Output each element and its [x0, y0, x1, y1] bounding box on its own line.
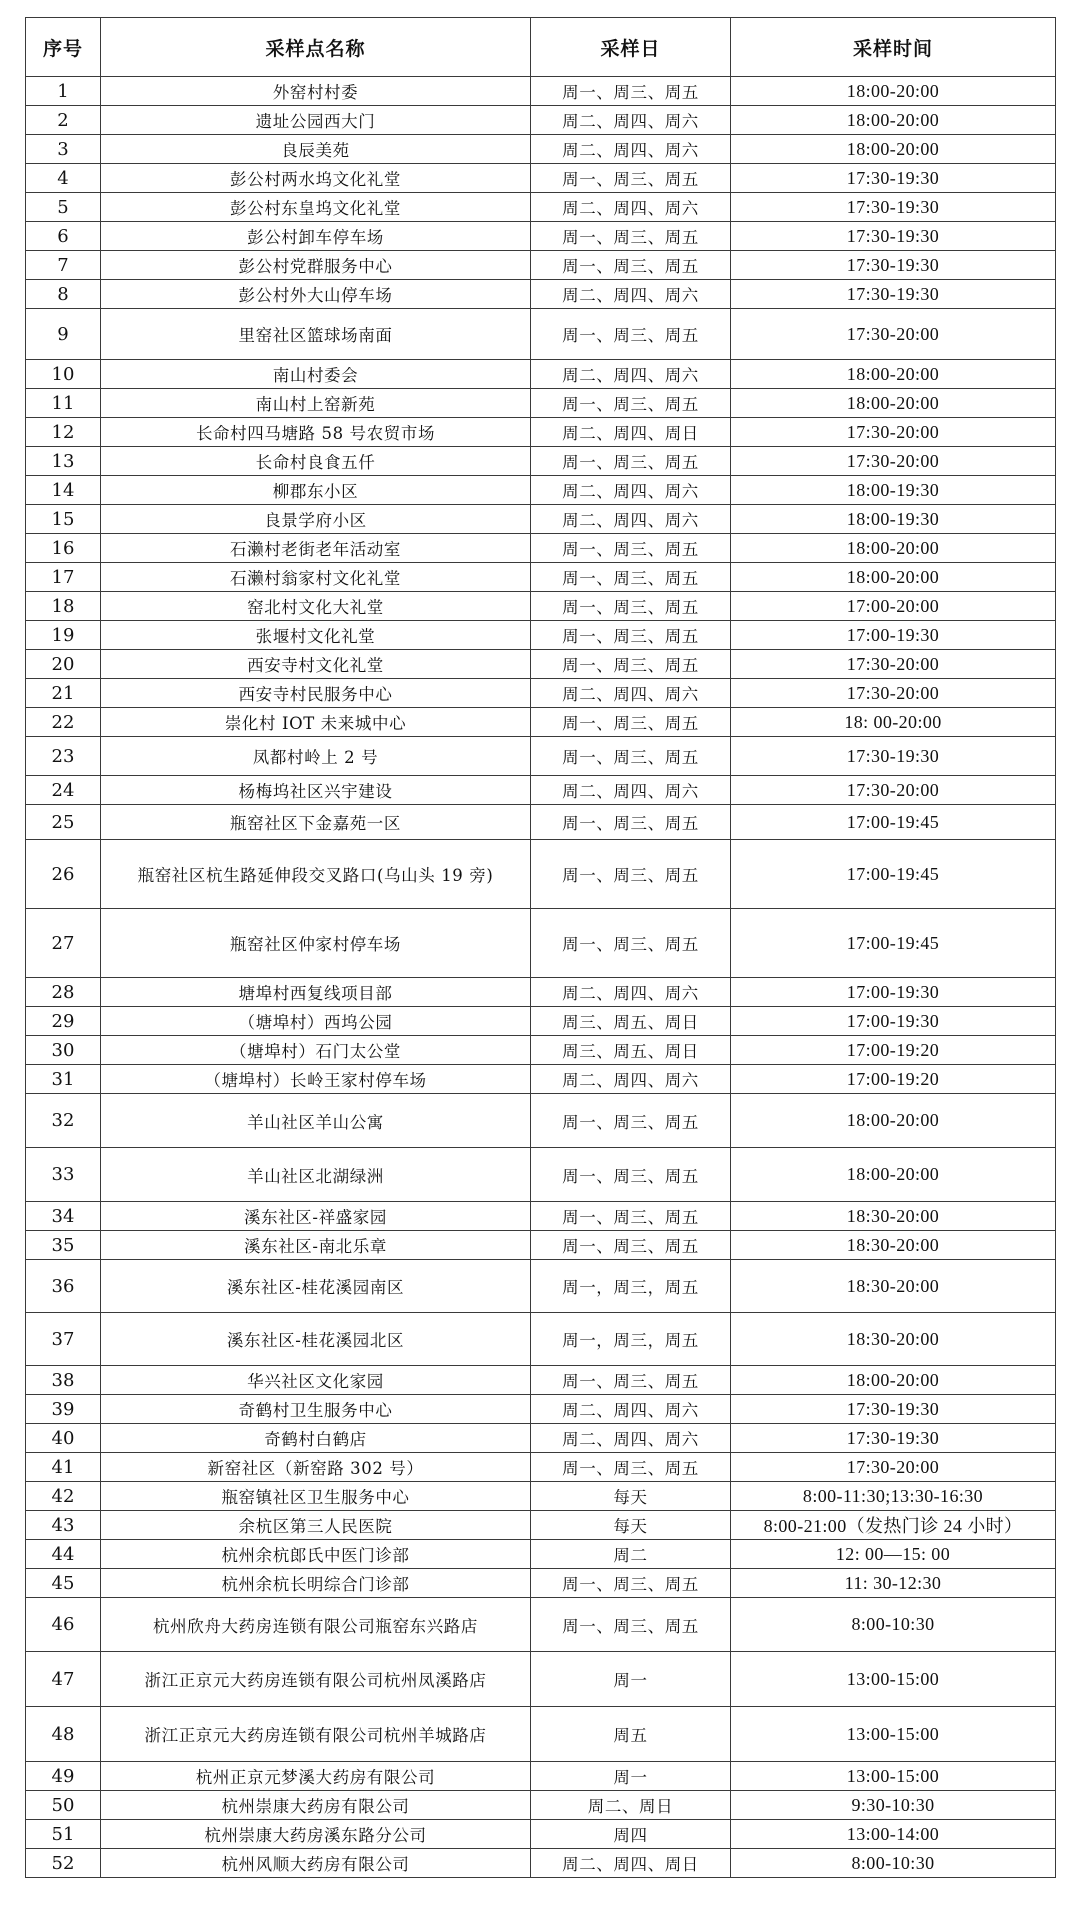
sampling-days-cell: 周一、周三、周五 [531, 708, 731, 737]
sampling-time-cell: 18:00-20:00 [731, 1094, 1056, 1148]
sampling-days-cell: 周二、周四、周六 [531, 193, 731, 222]
site-name-cell: 彭公村卸车停车场 [101, 222, 531, 251]
row-number: 36 [26, 1260, 101, 1313]
row-number: 14 [26, 476, 101, 505]
site-name-cell: 窑北村文化大礼堂 [101, 592, 531, 621]
row-number: 45 [26, 1569, 101, 1598]
sampling-time-cell: 18:00-20:00 [731, 1148, 1056, 1202]
sampling-time-cell: 18:30-20:00 [731, 1260, 1056, 1313]
site-name-cell: 塘埠村西复线项目部 [101, 978, 531, 1007]
sampling-time-cell: 17:00-19:30 [731, 978, 1056, 1007]
sampling-days-cell: 周三、周五、周日 [531, 1007, 731, 1036]
table-row [26, 679, 1056, 708]
sampling-time-cell: 9:30-10:30 [731, 1791, 1056, 1820]
site-name-cell: 凤都村岭上 2 号 [101, 737, 531, 776]
site-name-cell: 长命村良食五仟 [101, 447, 531, 476]
row-number: 24 [26, 776, 101, 805]
sampling-days-cell: 周一、周三、周五 [531, 805, 731, 840]
sampling-days-cell: 周一、周三、周五 [531, 389, 731, 418]
table-row [26, 309, 1056, 360]
sampling-days-cell: 每天 [531, 1482, 731, 1511]
table-row [26, 447, 1056, 476]
sampling-time-cell: 18:00-20:00 [731, 1366, 1056, 1395]
sampling-days-cell: 周一、周三、周五 [531, 1094, 731, 1148]
sampling-days-cell: 周二、周四、周六 [531, 679, 731, 708]
table-row [26, 193, 1056, 222]
sampling-time-cell: 17:30-20:00 [731, 309, 1056, 360]
sampling-days-cell: 周一、周三、周五 [531, 447, 731, 476]
sampling-days-cell: 周一，周三，周五 [531, 1260, 731, 1313]
sampling-time-cell: 17:30-19:30 [731, 1395, 1056, 1424]
row-number: 9 [26, 309, 101, 360]
header-sampling-day: 采样日 [531, 18, 731, 77]
site-name-cell: 彭公村党群服务中心 [101, 251, 531, 280]
row-number: 26 [26, 840, 101, 909]
row-number: 23 [26, 737, 101, 776]
sampling-days-cell: 周一、周三、周五 [531, 534, 731, 563]
sampling-days-cell: 周一、周三、周五 [531, 737, 731, 776]
site-name-cell: 杭州崇康大药房有限公司 [101, 1791, 531, 1820]
site-name-cell: 浙江正京元大药房连锁有限公司杭州羊城路店 [101, 1707, 531, 1762]
row-number: 13 [26, 447, 101, 476]
sampling-time-cell: 17:30-19:30 [731, 737, 1056, 776]
sampling-time-cell: 18:00-20:00 [731, 135, 1056, 164]
sampling-days-cell: 周三、周五、周日 [531, 1036, 731, 1065]
row-number: 38 [26, 1366, 101, 1395]
sampling-time-cell: 17:30-19:30 [731, 222, 1056, 251]
sampling-time-cell: 17:30-19:30 [731, 193, 1056, 222]
sampling-days-cell: 每天 [531, 1511, 731, 1540]
table-row [26, 909, 1056, 978]
site-name-cell: 杭州崇康大药房溪东路分公司 [101, 1820, 531, 1849]
row-number: 22 [26, 708, 101, 737]
table-row [26, 1707, 1056, 1762]
row-number: 28 [26, 978, 101, 1007]
sampling-days-cell: 周二、周四、周六 [531, 135, 731, 164]
site-name-cell: 浙江正京元大药房连锁有限公司杭州凤溪路店 [101, 1652, 531, 1707]
sampling-time-cell: 17:00-19:45 [731, 909, 1056, 978]
sampling-time-cell: 17:30-20:00 [731, 776, 1056, 805]
table-row [26, 251, 1056, 280]
sampling-time-cell: 17:00-20:00 [731, 592, 1056, 621]
row-number: 1 [26, 77, 101, 106]
table-row [26, 1036, 1056, 1065]
table-row [26, 1366, 1056, 1395]
row-number: 12 [26, 418, 101, 447]
sampling-time-cell: 18:00-20:00 [731, 360, 1056, 389]
sampling-time-cell: 17:30-19:30 [731, 164, 1056, 193]
site-name-cell: 彭公村外大山停车场 [101, 280, 531, 309]
table-row [26, 776, 1056, 805]
table-body [26, 77, 1056, 1878]
table-row [26, 592, 1056, 621]
sampling-days-cell: 周一 [531, 1762, 731, 1791]
site-name-cell: 溪东社区-祥盛家园 [101, 1202, 531, 1231]
row-number: 16 [26, 534, 101, 563]
table-row [26, 1395, 1056, 1424]
row-number: 27 [26, 909, 101, 978]
table-row [26, 1231, 1056, 1260]
row-number: 42 [26, 1482, 101, 1511]
sampling-days-cell: 周一、周三、周五 [531, 909, 731, 978]
sampling-time-cell: 13:00-15:00 [731, 1707, 1056, 1762]
sampling-time-cell: 17:00-19:20 [731, 1065, 1056, 1094]
sampling-days-cell: 周二、周四、周六 [531, 360, 731, 389]
table-row [26, 1260, 1056, 1313]
sampling-days-cell: 周一、周三、周五 [531, 563, 731, 592]
sampling-days-cell: 周二、周日 [531, 1791, 731, 1820]
sampling-time-cell: 17:30-20:00 [731, 1453, 1056, 1482]
table-row [26, 1569, 1056, 1598]
row-number: 40 [26, 1424, 101, 1453]
table-row [26, 1007, 1056, 1036]
row-number: 19 [26, 621, 101, 650]
sampling-time-cell: 17:30-20:00 [731, 447, 1056, 476]
site-name-cell: 南山村委会 [101, 360, 531, 389]
site-name-cell: 瓶窑社区仲家村停车场 [101, 909, 531, 978]
table-row [26, 1849, 1056, 1878]
site-name-cell: 良辰美苑 [101, 135, 531, 164]
site-name-cell: 瓶窑镇社区卫生服务中心 [101, 1482, 531, 1511]
sampling-days-cell: 周一、周三、周五 [531, 251, 731, 280]
sampling-days-cell: 周一、周三、周五 [531, 1202, 731, 1231]
row-number: 31 [26, 1065, 101, 1094]
sampling-days-cell: 周一，周三，周五 [531, 1313, 731, 1366]
sampling-time-cell: 18:30-20:00 [731, 1202, 1056, 1231]
row-number: 7 [26, 251, 101, 280]
sampling-time-cell: 17:00-19:45 [731, 805, 1056, 840]
sampling-time-cell: 8:00-10:30 [731, 1849, 1056, 1878]
site-name-cell: 长命村四马塘路 58 号农贸市场 [101, 418, 531, 447]
sampling-time-cell: 18:30-20:00 [731, 1313, 1056, 1366]
table-row [26, 1148, 1056, 1202]
site-name-cell: 外窑村村委 [101, 77, 531, 106]
table-row [26, 708, 1056, 737]
table-row [26, 77, 1056, 106]
site-name-cell: 里窑社区篮球场南面 [101, 309, 531, 360]
row-number: 34 [26, 1202, 101, 1231]
sampling-time-cell: 18:30-20:00 [731, 1231, 1056, 1260]
sampling-time-cell: 17:00-19:20 [731, 1036, 1056, 1065]
table-row [26, 534, 1056, 563]
row-number: 10 [26, 360, 101, 389]
sampling-time-cell: 18:00-20:00 [731, 389, 1056, 418]
row-number: 6 [26, 222, 101, 251]
header-no: 序号 [26, 18, 101, 77]
sampling-days-cell: 周一、周三、周五 [531, 1366, 731, 1395]
sampling-time-cell: 13:00-15:00 [731, 1762, 1056, 1791]
sampling-days-cell: 周一、周三、周五 [531, 77, 731, 106]
sampling-time-cell: 17:00-19:30 [731, 621, 1056, 650]
sampling-time-cell: 17:30-20:00 [731, 650, 1056, 679]
site-name-cell: 崇化村 IOT 未来城中心 [101, 708, 531, 737]
row-number: 21 [26, 679, 101, 708]
row-number: 51 [26, 1820, 101, 1849]
table-row [26, 1424, 1056, 1453]
row-number: 33 [26, 1148, 101, 1202]
table-row [26, 1762, 1056, 1791]
table-row [26, 106, 1056, 135]
sampling-sites-table [25, 17, 1056, 1878]
sampling-days-cell: 周一、周三、周五 [531, 621, 731, 650]
table-row [26, 1313, 1056, 1366]
row-number: 20 [26, 650, 101, 679]
sampling-time-cell: 17:30-20:00 [731, 418, 1056, 447]
sampling-time-cell: 17:30-20:00 [731, 679, 1056, 708]
table-row [26, 650, 1056, 679]
table-row [26, 476, 1056, 505]
row-number: 41 [26, 1453, 101, 1482]
site-name-cell: 奇鹤村白鹤店 [101, 1424, 531, 1453]
sampling-days-cell: 周二、周四、周六 [531, 776, 731, 805]
table-row [26, 1511, 1056, 1540]
table-row [26, 1065, 1056, 1094]
row-number: 8 [26, 280, 101, 309]
site-name-cell: 羊山社区北湖绿洲 [101, 1148, 531, 1202]
table-row [26, 1598, 1056, 1652]
site-name-cell: 杨梅坞社区兴宇建设 [101, 776, 531, 805]
table-row [26, 1094, 1056, 1148]
sampling-days-cell: 周二、周四、周六 [531, 978, 731, 1007]
row-number: 30 [26, 1036, 101, 1065]
site-name-cell: 杭州余杭郎氏中医门诊部 [101, 1540, 531, 1569]
sampling-days-cell: 周五 [531, 1707, 731, 1762]
sampling-days-cell: 周二、周四、周六 [531, 1065, 731, 1094]
table-row [26, 222, 1056, 251]
table-row [26, 978, 1056, 1007]
site-name-cell: 柳郡东小区 [101, 476, 531, 505]
row-number: 5 [26, 193, 101, 222]
site-name-cell: 彭公村东皇坞文化礼堂 [101, 193, 531, 222]
table-row [26, 1652, 1056, 1707]
sampling-days-cell: 周一、周三、周五 [531, 1569, 731, 1598]
sampling-days-cell: 周一、周三、周五 [531, 1231, 731, 1260]
table-row [26, 1453, 1056, 1482]
site-name-cell: 彭公村两水坞文化礼堂 [101, 164, 531, 193]
site-name-cell: 西安寺村文化礼堂 [101, 650, 531, 679]
header-sampling-time: 采样时间 [731, 18, 1056, 77]
site-name-cell: （塘埠村）长岭王家村停车场 [101, 1065, 531, 1094]
sampling-days-cell: 周二、周四、周六 [531, 1395, 731, 1424]
sampling-days-cell: 周二 [531, 1540, 731, 1569]
sampling-time-cell: 18:00-20:00 [731, 563, 1056, 592]
site-name-cell: 良景学府小区 [101, 505, 531, 534]
site-name-cell: 石濑村翁家村文化礼堂 [101, 563, 531, 592]
sampling-days-cell: 周一、周三、周五 [531, 650, 731, 679]
sampling-days-cell: 周一、周三、周五 [531, 840, 731, 909]
table-row [26, 737, 1056, 776]
row-number: 17 [26, 563, 101, 592]
sampling-days-cell: 周二、周四、周六 [531, 280, 731, 309]
row-number: 2 [26, 106, 101, 135]
row-number: 44 [26, 1540, 101, 1569]
sampling-time-cell: 17:30-19:30 [731, 1424, 1056, 1453]
row-number: 29 [26, 1007, 101, 1036]
site-name-cell: 遗址公园西大门 [101, 106, 531, 135]
table-row [26, 1791, 1056, 1820]
site-name-cell: 杭州风顺大药房有限公司 [101, 1849, 531, 1878]
row-number: 4 [26, 164, 101, 193]
sampling-days-cell: 周一、周三、周五 [531, 592, 731, 621]
sampling-days-cell: 周一、周三、周五 [531, 222, 731, 251]
table-row [26, 1540, 1056, 1569]
sampling-days-cell: 周一、周三、周五 [531, 1148, 731, 1202]
sampling-time-cell: 12: 00—15: 00 [731, 1540, 1056, 1569]
sampling-days-cell: 周二、周四、周六 [531, 476, 731, 505]
sampling-time-cell: 18: 00-20:00 [731, 708, 1056, 737]
site-name-cell: 新窑社区（新窑路 302 号） [101, 1453, 531, 1482]
row-number: 11 [26, 389, 101, 418]
table-row [26, 389, 1056, 418]
table-row [26, 621, 1056, 650]
site-name-cell: 杭州余杭长明综合门诊部 [101, 1569, 531, 1598]
site-name-cell: （塘埠村）西坞公园 [101, 1007, 531, 1036]
sampling-time-cell: 18:00-20:00 [731, 77, 1056, 106]
site-name-cell: 奇鹤村卫生服务中心 [101, 1395, 531, 1424]
sampling-time-cell: 17:30-19:30 [731, 280, 1056, 309]
table-row [26, 280, 1056, 309]
table-row [26, 1202, 1056, 1231]
row-number: 48 [26, 1707, 101, 1762]
row-number: 35 [26, 1231, 101, 1260]
sampling-time-cell: 17:00-19:45 [731, 840, 1056, 909]
table-row [26, 1820, 1056, 1849]
row-number: 39 [26, 1395, 101, 1424]
row-number: 32 [26, 1094, 101, 1148]
table-row [26, 505, 1056, 534]
site-name-cell: 瓶窑社区杭生路延伸段交叉路口(乌山头 19 旁) [101, 840, 531, 909]
row-number: 25 [26, 805, 101, 840]
sampling-time-cell: 18:00-20:00 [731, 534, 1056, 563]
sampling-days-cell: 周一 [531, 1652, 731, 1707]
site-name-cell: 西安寺村民服务中心 [101, 679, 531, 708]
row-number: 3 [26, 135, 101, 164]
site-name-cell: 溪东社区-南北乐章 [101, 1231, 531, 1260]
site-name-cell: 瓶窑社区下金嘉苑一区 [101, 805, 531, 840]
sampling-days-cell: 周四 [531, 1820, 731, 1849]
row-number: 15 [26, 505, 101, 534]
table-row [26, 135, 1056, 164]
site-name-cell: 羊山社区羊山公寓 [101, 1094, 531, 1148]
table-row [26, 1482, 1056, 1511]
table-row [26, 805, 1056, 840]
row-number: 37 [26, 1313, 101, 1366]
sampling-time-cell: 18:00-19:30 [731, 505, 1056, 534]
row-number: 47 [26, 1652, 101, 1707]
sampling-days-cell: 周二、周四、周六 [531, 106, 731, 135]
sampling-time-cell: 17:00-19:30 [731, 1007, 1056, 1036]
row-number: 50 [26, 1791, 101, 1820]
sampling-days-cell: 周二、周四、周日 [531, 418, 731, 447]
site-name-cell: 张堰村文化礼堂 [101, 621, 531, 650]
site-name-cell: 余杭区第三人民医院 [101, 1511, 531, 1540]
sampling-time-cell: 13:00-15:00 [731, 1652, 1056, 1707]
sampling-time-cell: 11: 30-12:30 [731, 1569, 1056, 1598]
site-name-cell: 溪东社区-桂花溪园南区 [101, 1260, 531, 1313]
table-row [26, 418, 1056, 447]
table-row [26, 164, 1056, 193]
row-number: 52 [26, 1849, 101, 1878]
row-number: 49 [26, 1762, 101, 1791]
row-number: 43 [26, 1511, 101, 1540]
sampling-days-cell: 周二、周四、周六 [531, 505, 731, 534]
sampling-days-cell: 周二、周四、周六 [531, 1424, 731, 1453]
sampling-days-cell: 周一、周三、周五 [531, 1598, 731, 1652]
site-name-cell: 华兴社区文化家园 [101, 1366, 531, 1395]
sampling-time-cell: 8:00-10:30 [731, 1598, 1056, 1652]
sampling-time-cell: 17:30-19:30 [731, 251, 1056, 280]
sampling-time-cell: 8:00-21:00（发热门诊 24 小时） [731, 1511, 1056, 1540]
row-number: 46 [26, 1598, 101, 1652]
table-row [26, 360, 1056, 389]
sampling-days-cell: 周二、周四、周日 [531, 1849, 731, 1878]
site-name-cell: 溪东社区-桂花溪园北区 [101, 1313, 531, 1366]
sampling-time-cell: 18:00-19:30 [731, 476, 1056, 505]
sampling-days-cell: 周一、周三、周五 [531, 1453, 731, 1482]
site-name-cell: （塘埠村）石门太公堂 [101, 1036, 531, 1065]
row-number: 18 [26, 592, 101, 621]
sampling-days-cell: 周一、周三、周五 [531, 164, 731, 193]
site-name-cell: 石濑村老街老年活动室 [101, 534, 531, 563]
sampling-time-cell: 8:00-11:30;13:30-16:30 [731, 1482, 1056, 1511]
site-name-cell: 杭州正京元梦溪大药房有限公司 [101, 1762, 531, 1791]
site-name-cell: 杭州欣舟大药房连锁有限公司瓶窑东兴路店 [101, 1598, 531, 1652]
header-site-name: 采样点名称 [101, 18, 531, 77]
table-row [26, 563, 1056, 592]
header-row [26, 18, 1056, 77]
sampling-time-cell: 18:00-20:00 [731, 106, 1056, 135]
sampling-time-cell: 13:00-14:00 [731, 1820, 1056, 1849]
sampling-days-cell: 周一、周三、周五 [531, 309, 731, 360]
table-row [26, 840, 1056, 909]
site-name-cell: 南山村上窑新苑 [101, 389, 531, 418]
